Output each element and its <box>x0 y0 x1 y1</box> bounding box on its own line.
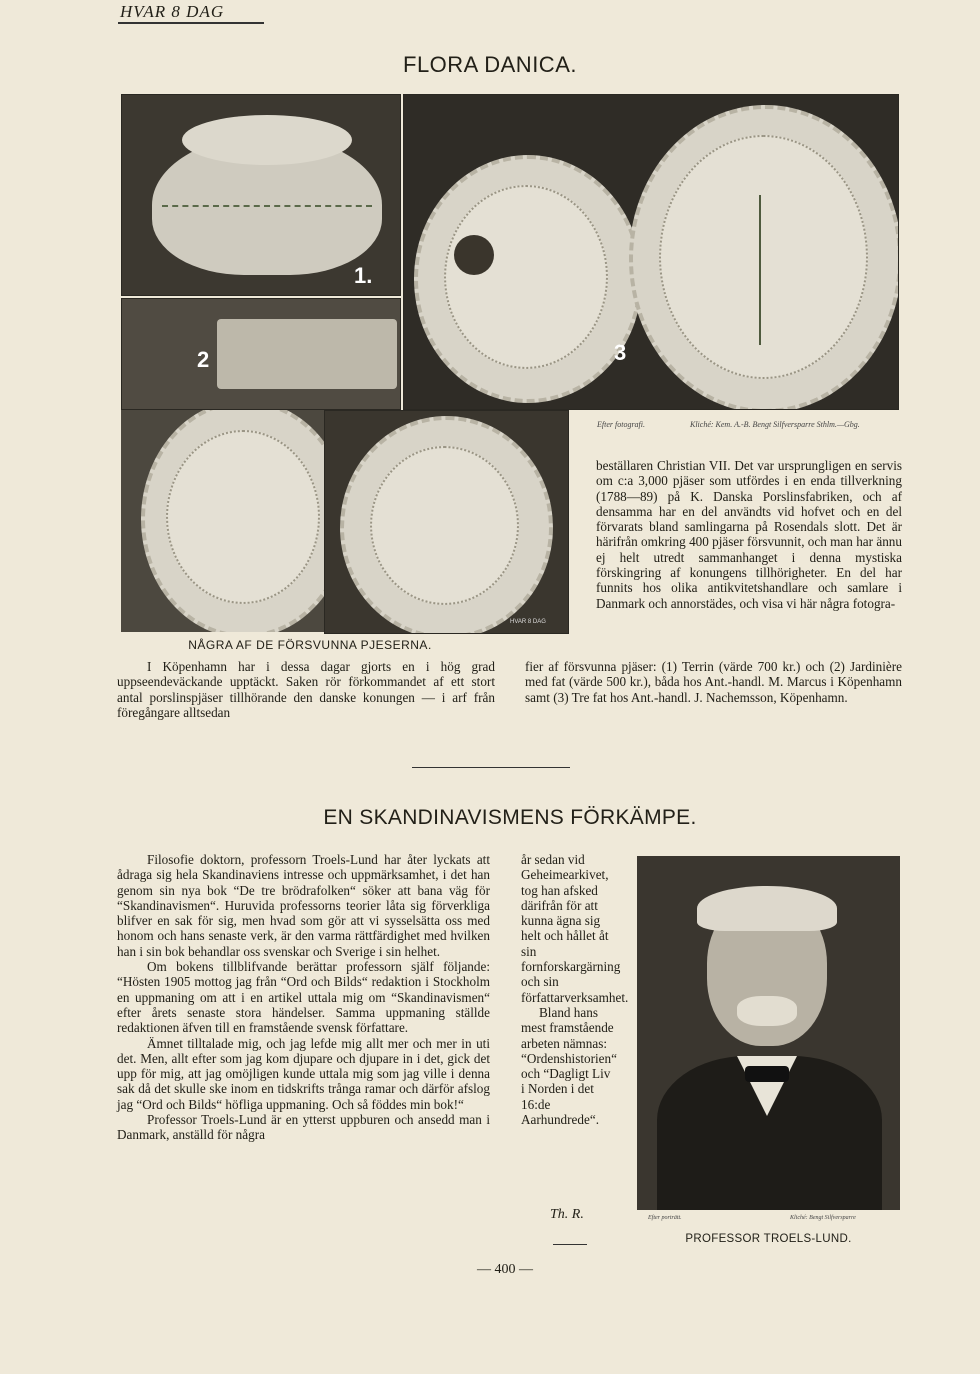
photo-round-dish <box>324 410 569 634</box>
narrow-column-paragraph-2: Bland hans mest framstående arbeten nämnas: “Ordenshistorien“ och “Dagligt Liv i Norden i det 16:de Aarhundrede“. <box>521 1004 617 1128</box>
portrait-credit-left: Efter porträtt. <box>648 1215 682 1221</box>
article2-paragraph-3: Ämnet tilltalade mig, och jag lefde mig allt mer och mer in uti det. Men, allt efter som jag kom djupare och djupare in i det, gick det upp för mig, att jag omöjligen kunde uttala mig som jag ville i denna sak då det skulle ske inom en tidskrifts trånga ramar och därför afslog jag “Ord och Bilds“ höfliga uppmaning. Och så föddes min bok!“ <box>117 1035 490 1112</box>
photo-terrine <box>121 94 401 296</box>
photo-number-3: 3 <box>614 340 627 365</box>
photo-number-2: 2 <box>197 347 210 372</box>
photo-credit-right: Kliché: Kem. A.-B. Bengt Silfversparre Sthlm.—Gbg. <box>690 420 860 429</box>
photo-caption: NÅGRA AF DE FÖRSVUNNA PJESERNA. <box>188 638 432 652</box>
photo-oval-dish <box>121 410 324 632</box>
article-title-flora-danica: FLORA DANICA. <box>403 52 577 77</box>
author-signature: Th. R. <box>550 1207 584 1222</box>
photo-plates <box>403 94 899 410</box>
article1-paragraph-left: I Köpenhamn har i dessa dagar gjorts en i hög grad uppseendeväckande upptäckt. Saken rör förkommandet af ett stort antal porslinspjäser tillhörande den danske konungen — i arf från föregångare alltsedan <box>117 659 495 720</box>
photo-watermark: HVAR 8 DAG <box>510 619 546 625</box>
article2-paragraph-4: Professor Troels-Lund är en ytterst uppburen och ansedd man i Danmark, anställd för några <box>117 1112 490 1143</box>
photo-jardiniere <box>121 298 401 410</box>
signature-rule <box>553 1244 587 1245</box>
portrait-caption: PROFESSOR TROELS-LUND. <box>685 1233 852 1245</box>
article1-paragraph-continued: fier af försvunna pjäser: (1) Terrin (värde 700 kr.) och (2) Jardinière med fat (värde 500 kr.), båda hos Ant.-handl. M. Marcus i Köpenhamn samt (3) Tre fat hos Ant.-handl. J. Nachemsson, Köpenhamn. <box>525 659 902 705</box>
article2-body <box>117 852 490 1143</box>
photo-number-1: 1. <box>354 263 373 288</box>
section-divider <box>412 767 570 768</box>
narrow-column-paragraph-1: år sedan vid Geheimearkivet, tog han afsked därifrån för att kunna ägna sig helt och hållet åt sin fornforskargärning och sin författarverksamhet. <box>521 852 629 1005</box>
article2-paragraph-2: Om bokens tillblifvande berättar professorn själf följande: “Hösten 1905 mottog jag från “Ord och Bilds“ redaktion i Stockholm en uppmaning om att i en artikel uttala mig om “Skandinavismen“ efter årets senaste stora händelser. Samma uppmaning ställde redaktionen äfven till en framstående svensk författare. <box>117 959 490 1036</box>
portrait-photo <box>637 856 900 1210</box>
page-number: — 400 — <box>477 1262 533 1277</box>
portrait-credit-right: Kliché: Bengt Silfversparre <box>790 1215 856 1221</box>
article-title-skandinavismen: EN SKANDINAVISMENS FÖRKÄMPE. <box>323 806 697 829</box>
photo-credit-left: Efter fotografi. <box>597 420 645 429</box>
article2-narrow-column <box>521 852 629 1128</box>
running-header: HVAR 8 DAG <box>120 2 225 21</box>
article1-paragraph-right: beställaren Christian VII. Det var ursprungligen en servis om c:a 3,000 pjäser som utfördes i en enda tillverkning (1788—89) på K. Danska Porslinsfabriken, och af densamma har en del användts vid hofvet och en del förvarats bland samlingarna på Rosendals slott. Det är härifrån omkring 400 pjäser försvunnit, och man har ännu ej helt utredt sammanhanget i denna mystiska förskingring af konungens tillhörigheter. En del har funnits hos olika antikvitetshandlare och samlare i Danmark och annorstädes, och visa vi här några fotogra- <box>596 458 902 611</box>
article2-paragraph-1: Filosofie doktorn, professorn Troels-Lund har åter lyckats att ådraga sig hela Skandinaviens intresse och uppmärksamhet, i det han genom sin nya bok “De tre brödrafolken“ söker att bana väg för “Skandinavismen“. Huruvida professorns teorier låta sig förverkliga blifver en sak för sig, men hvad som gör att vi sysselsätta oss med honom och hans senaste verk, är den varma rättfärdighet med hvilken han i sin bok behandlar oss svenskar och Sverige i sin helhet. <box>117 852 490 959</box>
header-underline <box>118 22 264 24</box>
